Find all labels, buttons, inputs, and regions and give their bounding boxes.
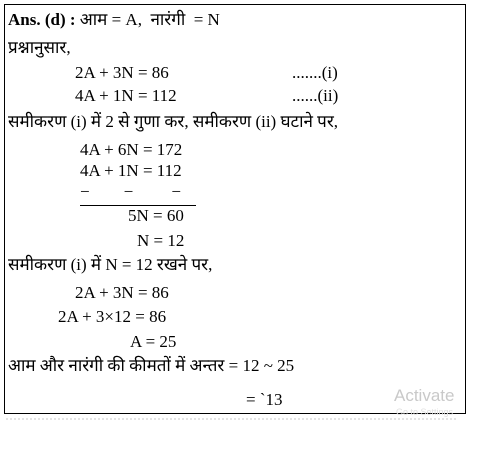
result-5n: 5N = 60 [128,206,184,225]
multiplied-equation: 4A + 6N = 172 [80,140,183,159]
instruction-substitute: समीकरण (i) में N = 12 रखने पर, [8,255,213,274]
cut-off-text-line [6,418,456,426]
difference-statement: आम और नारंगी की कीमतों में अन्तर = 12 ~ 25 [8,356,295,375]
final-answer: = `13 [246,390,283,409]
result-a: A = 25 [130,332,177,351]
substitution-step-1: 2A + 3N = 86 [75,283,169,302]
answer-label: Ans. (d) : [8,10,76,29]
minus-signs: − − − [80,182,182,201]
activation-watermark: Activate [394,386,455,405]
answer-intro: आम = A, नारंगी = N [79,10,220,29]
answer-line [8,10,220,30]
equation-2: 4A + 1N = 112 [75,86,177,105]
result-n: N = 12 [137,231,185,250]
activation-watermark-subtext: Go to Settings [396,407,454,417]
according-text: प्रश्नानुसार, [8,38,71,57]
substitution-step-2: 2A + 3×12 = 86 [58,307,167,326]
equation-1-tag: .......(i) [292,63,338,82]
equation-2-tag: ......(ii) [292,86,339,105]
instruction-multiply: समीकरण (i) में 2 से गुणा कर, समीकरण (ii) घटाने पर, [8,112,339,131]
equation-1: 2A + 3N = 86 [75,63,169,82]
subtracted-equation: 4A + 1N = 112 [80,161,182,180]
answer-box [4,4,466,414]
